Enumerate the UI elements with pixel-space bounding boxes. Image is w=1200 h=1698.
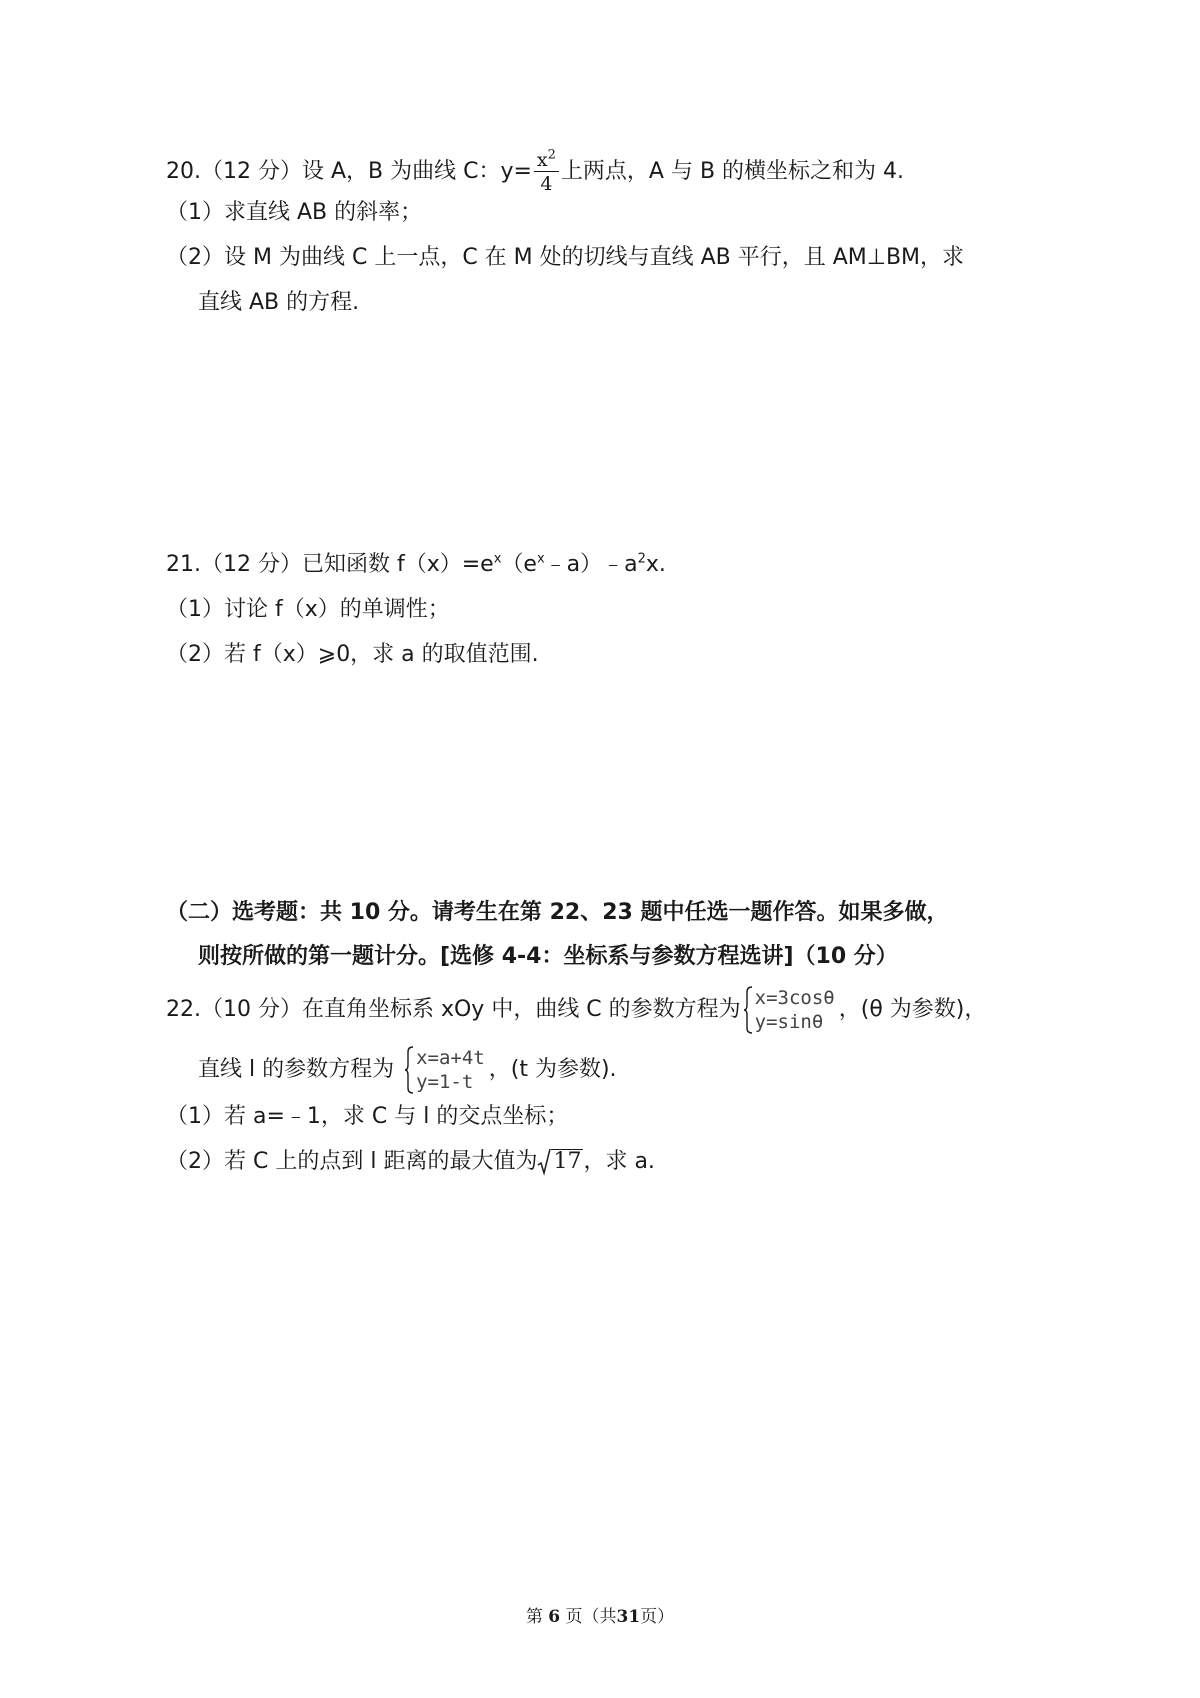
page-footer [0, 1602, 1200, 1627]
q20-number-text: 20.（12 分）设 A，B 为曲线 C：y= [166, 159, 532, 184]
footer-total-pages: 31 [616, 1607, 641, 1627]
q21-exp-2: x [536, 551, 545, 567]
q22-part1: （1）若 a=﹣1，求 C 与 l 的交点坐标； [166, 1104, 569, 1129]
q22-curve-tail: ，(θ 为参数)， [838, 997, 987, 1022]
q21-exp-1: x [493, 551, 502, 567]
q22-line-eq-y: y=1-t [416, 1071, 474, 1093]
q22-part2-head: （2）若 C 上的点到 l 距离的最大值为 [166, 1149, 538, 1174]
left-brace-icon [743, 986, 753, 1034]
q22-line-system [404, 1046, 485, 1094]
q21-part1: （1）讨论 f（x）的单调性； [166, 597, 450, 622]
q21-part2: （2）若 f（x）⩾0，求 a 的取值范围. [166, 642, 539, 667]
q21-exp-3: 2 [637, 551, 646, 567]
q20-tail-text: 上两点，A 与 B 的横坐标之和为 4. [560, 159, 905, 184]
q20-frac-num-exp: 2 [547, 147, 556, 163]
q20-part2-line1: （2）设 M 为曲线 C 上一点，C 在 M 处的切线与直线 AB 平行，且 AM⊥BM，求 [166, 245, 965, 270]
q22-line-param [198, 1046, 617, 1094]
q21-head: 21.（12 分）已知函数 f（x）=e [166, 552, 494, 577]
q22-part2 [166, 1147, 655, 1177]
q22-part2-tail: ，求 a. [583, 1149, 655, 1174]
q20-part1: （1）求直线 AB 的斜率； [166, 200, 423, 225]
q22-line-head: 直线 l 的参数方程为 [198, 1057, 395, 1082]
q21-mid: （e [501, 552, 537, 577]
q21-mid2: ﹣a）﹣a [544, 552, 638, 577]
q22-stem [166, 986, 986, 1034]
footer-suffix: 页） [640, 1607, 675, 1627]
q20-frac-denominator: 4 [540, 173, 553, 195]
q20-stem [166, 147, 905, 195]
q22-line-eq-x: x=a+4t [416, 1047, 485, 1069]
footer-prefix: 第 [525, 1607, 543, 1627]
sqrt-expression [537, 1147, 583, 1177]
q20-frac-numerator [534, 147, 559, 172]
q22-head: 22.（10 分）在直角坐标系 xOy 中，曲线 C 的参数方程为 [166, 997, 741, 1022]
q20-frac-num-var: x [536, 149, 548, 171]
q22-line-tail: ，(t 为参数). [488, 1057, 617, 1082]
footer-page-number: 6 [548, 1607, 561, 1627]
section-heading-line2: 则按所做的第一题计分。[选修 4-4：坐标系与参数方程选讲]（10 分） [198, 944, 898, 969]
section-heading-line1: （二）选考题：共 10 分。请考生在第 22、23 题中任选一题作答。如果多做， [166, 900, 949, 925]
q20-fraction [534, 147, 559, 195]
q21-stem [166, 550, 666, 580]
q22-curve-system [743, 986, 835, 1034]
q21-tail: x. [645, 552, 666, 577]
q20-part2-line2: 直线 AB 的方程. [198, 290, 360, 315]
footer-middle: 页（共 [565, 1607, 617, 1627]
q22-curve-eq-x: x=3cosθ [754, 987, 835, 1009]
q22-curve-eq-y: y=sinθ [754, 1011, 824, 1033]
radical-sign-icon [537, 1148, 551, 1176]
left-brace-icon [404, 1046, 414, 1094]
sqrt-radicand: 17 [553, 1149, 582, 1174]
